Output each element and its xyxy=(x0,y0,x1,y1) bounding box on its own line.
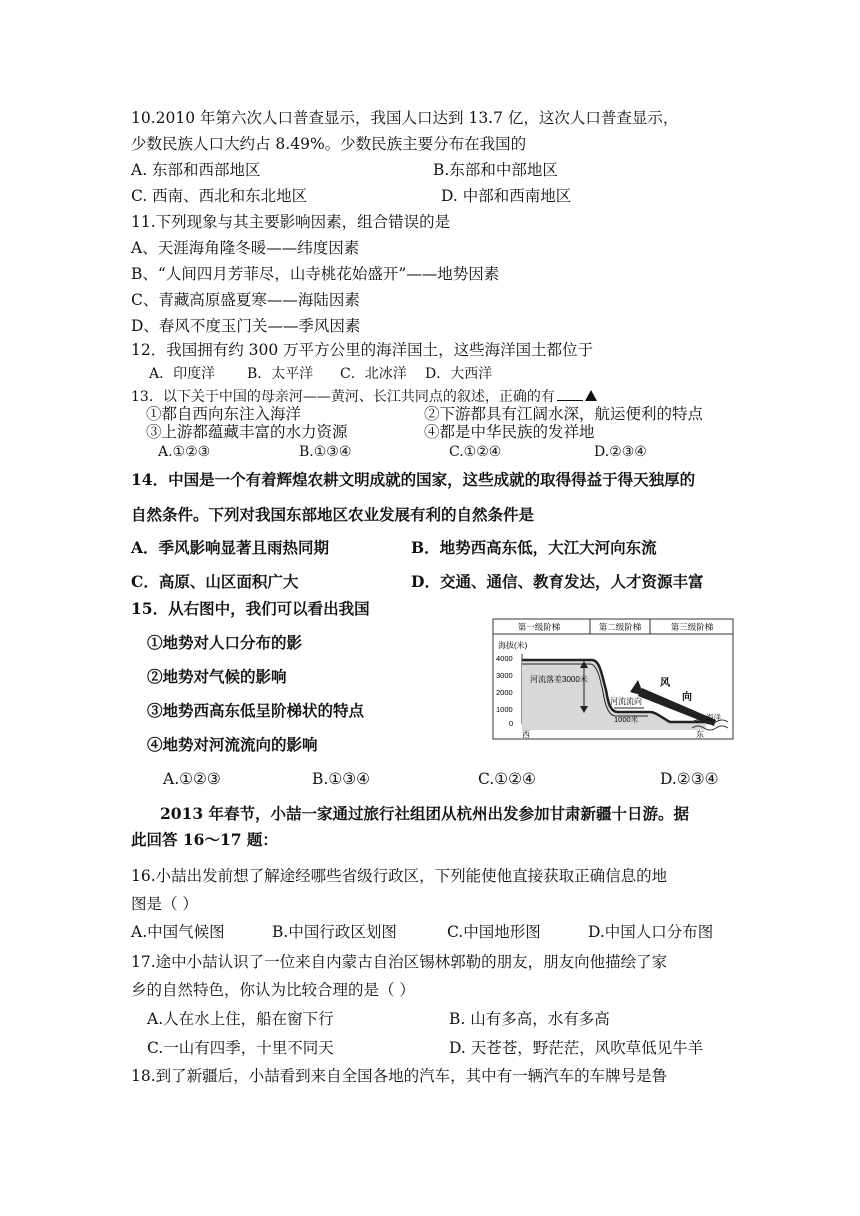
q10-stem-line2: 少数民族人口大约占 8.49%。少数民族主要分布在我国的 xyxy=(131,135,527,153)
q16-option-a: A.中国气候图 xyxy=(131,923,225,941)
step3-label: 第三级阶梯 xyxy=(670,622,714,632)
q13-option-b: B.①③④ xyxy=(299,444,352,460)
q14-option-b: B．地势西高东低，大江大河向东流 xyxy=(411,538,657,557)
q16-option-d: D.中国人口分布图 xyxy=(588,923,714,941)
q13-statement-1: ①都自西向东注入海洋 xyxy=(146,405,302,423)
q14-option-a: A．季风影响显著且雨热同期 xyxy=(131,538,330,557)
drop-label: 河流落差 xyxy=(530,675,562,684)
tick-2000: 2000 xyxy=(496,688,513,697)
q17-option-a: A.人在水上住，船在窗下行 xyxy=(147,1010,334,1028)
q16-stem-line1: 16.小喆出发前想了解途经哪些省级行政区，下列能使他直接获取正确信息的地 xyxy=(131,867,668,885)
q15-statement-4: ④地势对河流流向的影响 xyxy=(147,735,318,754)
q15-option-a: A.①②③ xyxy=(163,770,221,788)
intro-line2: 此回答 16～17 题： xyxy=(131,830,278,849)
q12-option-b: B．太平洋 xyxy=(247,366,314,382)
q10-stem-line1: 10.2010 年第六次人口普查显示，我国人口达到 13.7 亿，这次人口普查显示， xyxy=(131,109,679,127)
q16-option-b: B.中国行政区划图 xyxy=(272,923,397,941)
q13-option-c: C.①②④ xyxy=(449,444,502,460)
q13-statement-2: ②下游都具有江阔水深，航运便利的特点 xyxy=(424,405,704,423)
low-step-label: 1000米 xyxy=(614,715,639,724)
wind-label-2: 向 xyxy=(682,692,692,703)
wind-label: 风 xyxy=(660,678,670,689)
q15-option-b: B.①③④ xyxy=(312,770,371,788)
drop-value: 3000米 xyxy=(562,675,588,684)
q13-statement-3: ③上游都蕴藏丰富的水力资源 xyxy=(146,423,348,441)
q17-option-b: B. 山有多高，水有多高 xyxy=(449,1010,610,1028)
q12-option-d: D．大西洋 xyxy=(425,366,493,382)
q13-statement-4: ④都是中华民族的发祥地 xyxy=(424,423,595,441)
q12-option-a: A．印度洋 xyxy=(149,366,216,382)
tick-4000: 4000 xyxy=(496,654,513,663)
q15-statement-2: ②地势对气候的影响 xyxy=(147,667,287,686)
q12-option-c: C．北冰洋 xyxy=(340,366,407,382)
q11-option-b: B、“人间四月芳菲尽，山寺桃花始盛开”——地势因素 xyxy=(131,265,500,283)
step1-label: 第一级阶梯 xyxy=(517,622,561,632)
q14-stem-line1: 14．中国是一个有着辉煌农耕文明成就的国家，这些成就的取得得益于得天独厚的 xyxy=(131,470,696,489)
q17-stem-line1: 17.途中小喆认识了一位来自内蒙古自治区锡林郭勒的朋友，朋友向他描绘了家 xyxy=(131,953,668,971)
q11-stem: 11.下列现象与其主要影响因素，组合错误的是 xyxy=(131,213,451,231)
q13-option-d: D.②③④ xyxy=(594,444,647,460)
east-label: 东 xyxy=(696,730,704,739)
q11-option-a: A、天涯海角隆冬暖——纬度因素 xyxy=(131,239,360,257)
terrain-step-diagram xyxy=(492,618,734,740)
q15-statement-1: ①地势对人口分布的影 xyxy=(147,633,303,652)
triangle-icon xyxy=(585,390,597,401)
altitude-axis-label: 海拔(米) xyxy=(498,641,528,650)
q10-option-d: D. 中部和西南地区 xyxy=(441,187,572,205)
q17-option-d: D. 天苍苍，野茫茫，风吹草低见牛羊 xyxy=(449,1039,704,1057)
flow-label: 河流流向 xyxy=(610,697,642,706)
q15-option-d: D.②③④ xyxy=(660,770,719,788)
tick-0: 0 xyxy=(509,719,514,728)
tick-3000: 3000 xyxy=(496,671,513,680)
q18-stem: 18.到了新疆后，小喆看到来自全国各地的汽车，其中有一辆汽车的车牌号是鲁 xyxy=(131,1067,668,1085)
west-label: 西 xyxy=(522,730,530,739)
q10-option-c: C. 西南、西北和东北地区 xyxy=(131,187,308,205)
q12-stem: 12．我国拥有约 300 万平方公里的海洋国土，这些海洋国土都位于 xyxy=(131,341,594,359)
q10-option-a: A. 东部和西部地区 xyxy=(131,161,261,179)
answer-blank xyxy=(557,386,583,401)
intro-line1: 2013 年春节，小喆一家通过旅行社组团从杭州出发参加甘肃新疆十日游。据 xyxy=(160,804,690,823)
tick-1000: 1000 xyxy=(496,705,513,714)
q14-option-c: C．高原、山区面积广大 xyxy=(131,572,299,591)
q14-stem-line2: 自然条件。下列对我国东部地区农业发展有利的自然条件是 xyxy=(131,505,535,524)
step2-label: 第二级阶梯 xyxy=(598,622,642,632)
q11-option-d: D、春风不度玉门关——季风因素 xyxy=(131,317,361,335)
q15-option-c: C.①②④ xyxy=(478,770,536,788)
q10-option-b: B.东部和中部地区 xyxy=(433,161,558,179)
q17-stem-line2: 乡的自然特色，你认为比较合理的是（ ） xyxy=(131,981,415,999)
q17-option-c: C.一山有四季，十里不同天 xyxy=(147,1039,334,1057)
q13-option-a: A.①②③ xyxy=(158,444,211,460)
q13-stem-text: 13．以下关于中国的母亲河——黄河、长江共同点的叙述，正确的有 xyxy=(131,389,555,405)
sea-label: 海洋 xyxy=(706,713,721,722)
q16-stem-line2: 图是（ ） xyxy=(131,895,198,913)
q14-option-d: D．交通、通信、教育发达，人才资源丰富 xyxy=(411,572,704,591)
q15-stem: 15．从右图中，我们可以看出我国 xyxy=(131,599,370,618)
q16-option-c: C.中国地形图 xyxy=(447,923,541,941)
q15-statement-3: ③地势西高东低呈阶梯状的特点 xyxy=(147,701,365,720)
q11-option-c: C、青藏高原盛夏寒——海陆因素 xyxy=(131,291,360,309)
